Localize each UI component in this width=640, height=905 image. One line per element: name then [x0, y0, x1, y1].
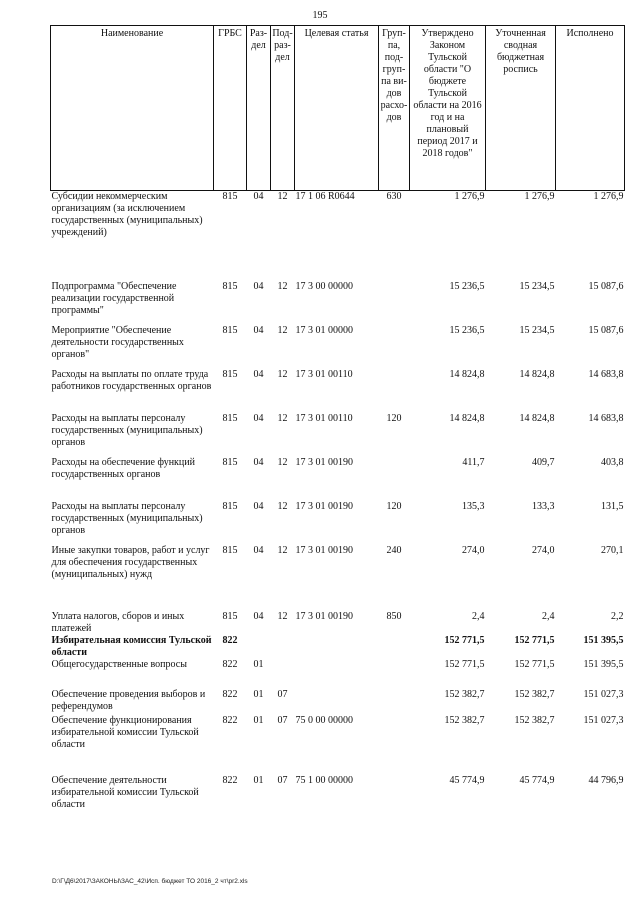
cell-approved: 15 236,5: [449, 280, 485, 292]
cell-name: Уплата налогов, сборов и иных платежей: [51, 610, 185, 634]
cell-approved: 14 824,8: [449, 368, 485, 380]
cell-name: Расходы на выплаты по оплате труда работников государственных органов: [51, 368, 212, 392]
cell-name: Общегосударственные вопросы: [51, 658, 187, 670]
cell-podrazdel: 12: [277, 191, 288, 202]
header-group: Груп-па, под-груп-па ви-дов расхо-дов: [379, 26, 410, 191]
cell-refined: 1 276,9: [524, 191, 555, 202]
table-row: [51, 369, 625, 413]
cell-podrazdel: 12: [277, 368, 288, 380]
cell-razdel: 04: [253, 280, 264, 292]
cell-executed: 131,5: [601, 500, 624, 512]
cell-target: 75 0 00 00000: [295, 714, 353, 726]
cell-refined: 409,7: [532, 456, 555, 468]
table-row: [51, 281, 625, 325]
cell-podrazdel: 07: [277, 774, 288, 786]
cell-razdel: 01: [253, 714, 264, 726]
cell-group: 850: [386, 610, 402, 622]
cell-name: Обеспечение проведения выборов и референдумов: [51, 688, 206, 712]
header-grbs: ГРБС: [214, 26, 247, 191]
cell-approved: 1 276,9: [454, 191, 485, 202]
cell-razdel: 01: [253, 688, 264, 700]
cell-name: Подпрограмма "Обеспечение реализации государственной программы": [51, 280, 177, 316]
cell-approved: 152 382,7: [444, 714, 485, 726]
cell-executed: 15 087,6: [588, 324, 624, 336]
cell-approved: 15 236,5: [449, 324, 485, 336]
cell-target: [295, 659, 379, 689]
cell-executed: 151 027,3: [583, 688, 624, 700]
cell-approved: 152 771,5: [444, 658, 485, 670]
cell-refined: 152 382,7: [514, 688, 555, 700]
cell-executed: 151 395,5: [583, 658, 624, 670]
cell-refined: 2,4: [542, 610, 555, 622]
cell-refined: 15 234,5: [519, 324, 555, 336]
cell-group: [379, 325, 410, 369]
cell-executed: 44 796,9: [588, 774, 624, 786]
cell-executed: 151 395,5: [583, 634, 624, 646]
header-refined: Уточненная сводная бюджетная роспись: [486, 26, 556, 191]
cell-razdel: 04: [253, 191, 264, 202]
cell-target: [295, 689, 379, 715]
table-row: [51, 457, 625, 501]
header-target: Целевая статья: [295, 26, 379, 191]
budget-table: [50, 25, 625, 823]
cell-name: Иные закупки товаров, работ и услуг для обеспечения государственных (муниципальных) нужд: [51, 544, 210, 580]
cell-approved: 2,4: [472, 610, 485, 622]
cell-razdel: 04: [253, 324, 264, 336]
cell-target: 17 3 01 00110: [295, 412, 353, 424]
table-row: [51, 545, 625, 611]
cell-approved: 14 824,8: [449, 412, 485, 424]
cell-group: 120: [386, 412, 402, 424]
cell-group: [379, 635, 410, 659]
cell-podrazdel: 12: [277, 610, 288, 622]
cell-refined: 14 824,8: [519, 412, 555, 424]
cell-podrazdel: 07: [277, 688, 288, 700]
cell-executed: 14 683,8: [588, 368, 624, 380]
cell-name: Расходы на обеспечение функций государственных органов: [51, 456, 195, 480]
cell-target: 17 3 01 00190: [295, 456, 353, 468]
cell-razdel: 04: [253, 610, 264, 622]
cell-executed: 2,2: [611, 610, 624, 622]
header-executed: Исполнено: [556, 26, 625, 191]
table-row: [51, 689, 625, 715]
cell-executed: 15 087,6: [588, 280, 624, 292]
page-number: 195: [312, 10, 328, 21]
cell-name: Обеспечение функционирования избирательной комиссии Тульской области: [51, 714, 199, 750]
cell-refined: 152 771,5: [514, 634, 555, 646]
cell-grbs: 815: [222, 500, 238, 512]
cell-razdel: 04: [253, 412, 264, 424]
cell-razdel: 01: [253, 658, 264, 670]
cell-target: 17 3 00 00000: [295, 280, 353, 292]
cell-target: 17 1 06 R0644: [295, 191, 355, 202]
cell-podrazdel: 07: [277, 714, 288, 726]
cell-grbs: 815: [222, 280, 238, 292]
cell-name: Обеспечение деятельности избирательной комиссии Тульской области: [51, 774, 199, 810]
cell-approved: 45 774,9: [449, 774, 485, 786]
cell-group: 240: [386, 544, 402, 556]
cell-grbs: 822: [222, 774, 238, 786]
cell-group: [379, 457, 410, 501]
cell-group: [379, 689, 410, 715]
cell-approved: 135,3: [462, 500, 485, 512]
cell-group: 120: [386, 500, 402, 512]
table-body: [51, 191, 625, 823]
cell-approved: 152 771,5: [444, 634, 485, 646]
cell-target: 17 3 01 00190: [295, 500, 353, 512]
cell-podrazdel: 12: [277, 324, 288, 336]
cell-podrazdel: 12: [277, 544, 288, 556]
cell-name: Мероприятие "Обеспечение деятельности государственных органов": [51, 324, 184, 360]
table-row: [51, 501, 625, 545]
cell-executed: 1 276,9: [593, 191, 624, 202]
cell-group: [379, 281, 410, 325]
cell-target: 17 3 01 00000: [295, 324, 353, 336]
cell-refined: 45 774,9: [519, 774, 555, 786]
cell-podrazdel: 12: [277, 456, 288, 468]
cell-grbs: 815: [222, 610, 238, 622]
cell-approved: 274,0: [462, 544, 485, 556]
cell-grbs: 815: [222, 544, 238, 556]
cell-grbs: 822: [222, 658, 238, 670]
cell-podrazdel: [271, 659, 295, 689]
cell-grbs: 815: [222, 456, 238, 468]
cell-executed: 14 683,8: [588, 412, 624, 424]
cell-group: 630: [386, 191, 402, 202]
cell-executed: 403,8: [601, 456, 624, 468]
cell-podrazdel: [271, 635, 295, 659]
table-row: [51, 775, 625, 823]
cell-name: Избирательная комиссия Тульской области: [51, 634, 212, 658]
cell-name: Расходы на выплаты персоналу государственных (муниципальных) органов: [51, 412, 203, 448]
cell-razdel: 04: [253, 500, 264, 512]
cell-grbs: 815: [222, 368, 238, 380]
header-podrazdel: Под-раз-дел: [271, 26, 295, 191]
cell-podrazdel: 12: [277, 500, 288, 512]
file-path-footer: D:\Г\Д6\2017\ЗАКОНЫ\ЗАС_42\Исп. бюджет ТО 2016_2 чт\pr2.xls: [52, 878, 248, 885]
cell-razdel: 01: [253, 774, 264, 786]
cell-approved: 152 382,7: [444, 688, 485, 700]
cell-target: [295, 635, 379, 659]
cell-target: 17 3 01 00190: [295, 610, 353, 622]
cell-refined: 15 234,5: [519, 280, 555, 292]
cell-grbs: 815: [222, 412, 238, 424]
cell-razdel: 04: [253, 544, 264, 556]
cell-refined: 152 771,5: [514, 658, 555, 670]
cell-executed: 151 027,3: [583, 714, 624, 726]
cell-group: [379, 659, 410, 689]
cell-podrazdel: 12: [277, 280, 288, 292]
table-row: [51, 325, 625, 369]
cell-refined: 152 382,7: [514, 714, 555, 726]
cell-grbs: 822: [222, 634, 238, 646]
table-row: [51, 659, 625, 689]
table-row: [51, 191, 625, 281]
cell-executed: 270,1: [601, 544, 624, 556]
cell-refined: 14 824,8: [519, 368, 555, 380]
table-row: [51, 413, 625, 457]
cell-group: [379, 369, 410, 413]
cell-razdel: 04: [253, 368, 264, 380]
cell-target: 17 3 01 00110: [295, 368, 353, 380]
cell-target: 17 3 01 00190: [295, 544, 353, 556]
table-header: [51, 26, 625, 191]
header-name: Наименование: [51, 26, 214, 191]
cell-razdel: 04: [253, 456, 264, 468]
cell-razdel: [247, 635, 271, 659]
cell-grbs: 815: [222, 191, 238, 202]
header-razdel: Раз-дел: [247, 26, 271, 191]
cell-approved: 411,7: [462, 456, 485, 468]
table-row: [51, 635, 625, 659]
table-row: [51, 611, 625, 635]
cell-grbs: 822: [222, 714, 238, 726]
header-approved: Утверждено Законом Тульской области "О бюджете Тульской области на 2016 год и на плановый период 2017 и 2018 годов": [410, 26, 486, 191]
cell-refined: 274,0: [532, 544, 555, 556]
table-row: [51, 715, 625, 775]
cell-group: [379, 715, 410, 775]
cell-refined: 133,3: [532, 500, 555, 512]
cell-group: [379, 775, 410, 823]
cell-target: 75 1 00 00000: [295, 774, 353, 786]
cell-grbs: 822: [222, 688, 238, 700]
cell-name: Расходы на выплаты персоналу государственных (муниципальных) органов: [51, 500, 203, 536]
cell-name: Субсидии некоммерческим организациям (за исключением государственных (муниципальных) учреждений): [51, 191, 203, 238]
cell-grbs: 815: [222, 324, 238, 336]
cell-podrazdel: 12: [277, 412, 288, 424]
